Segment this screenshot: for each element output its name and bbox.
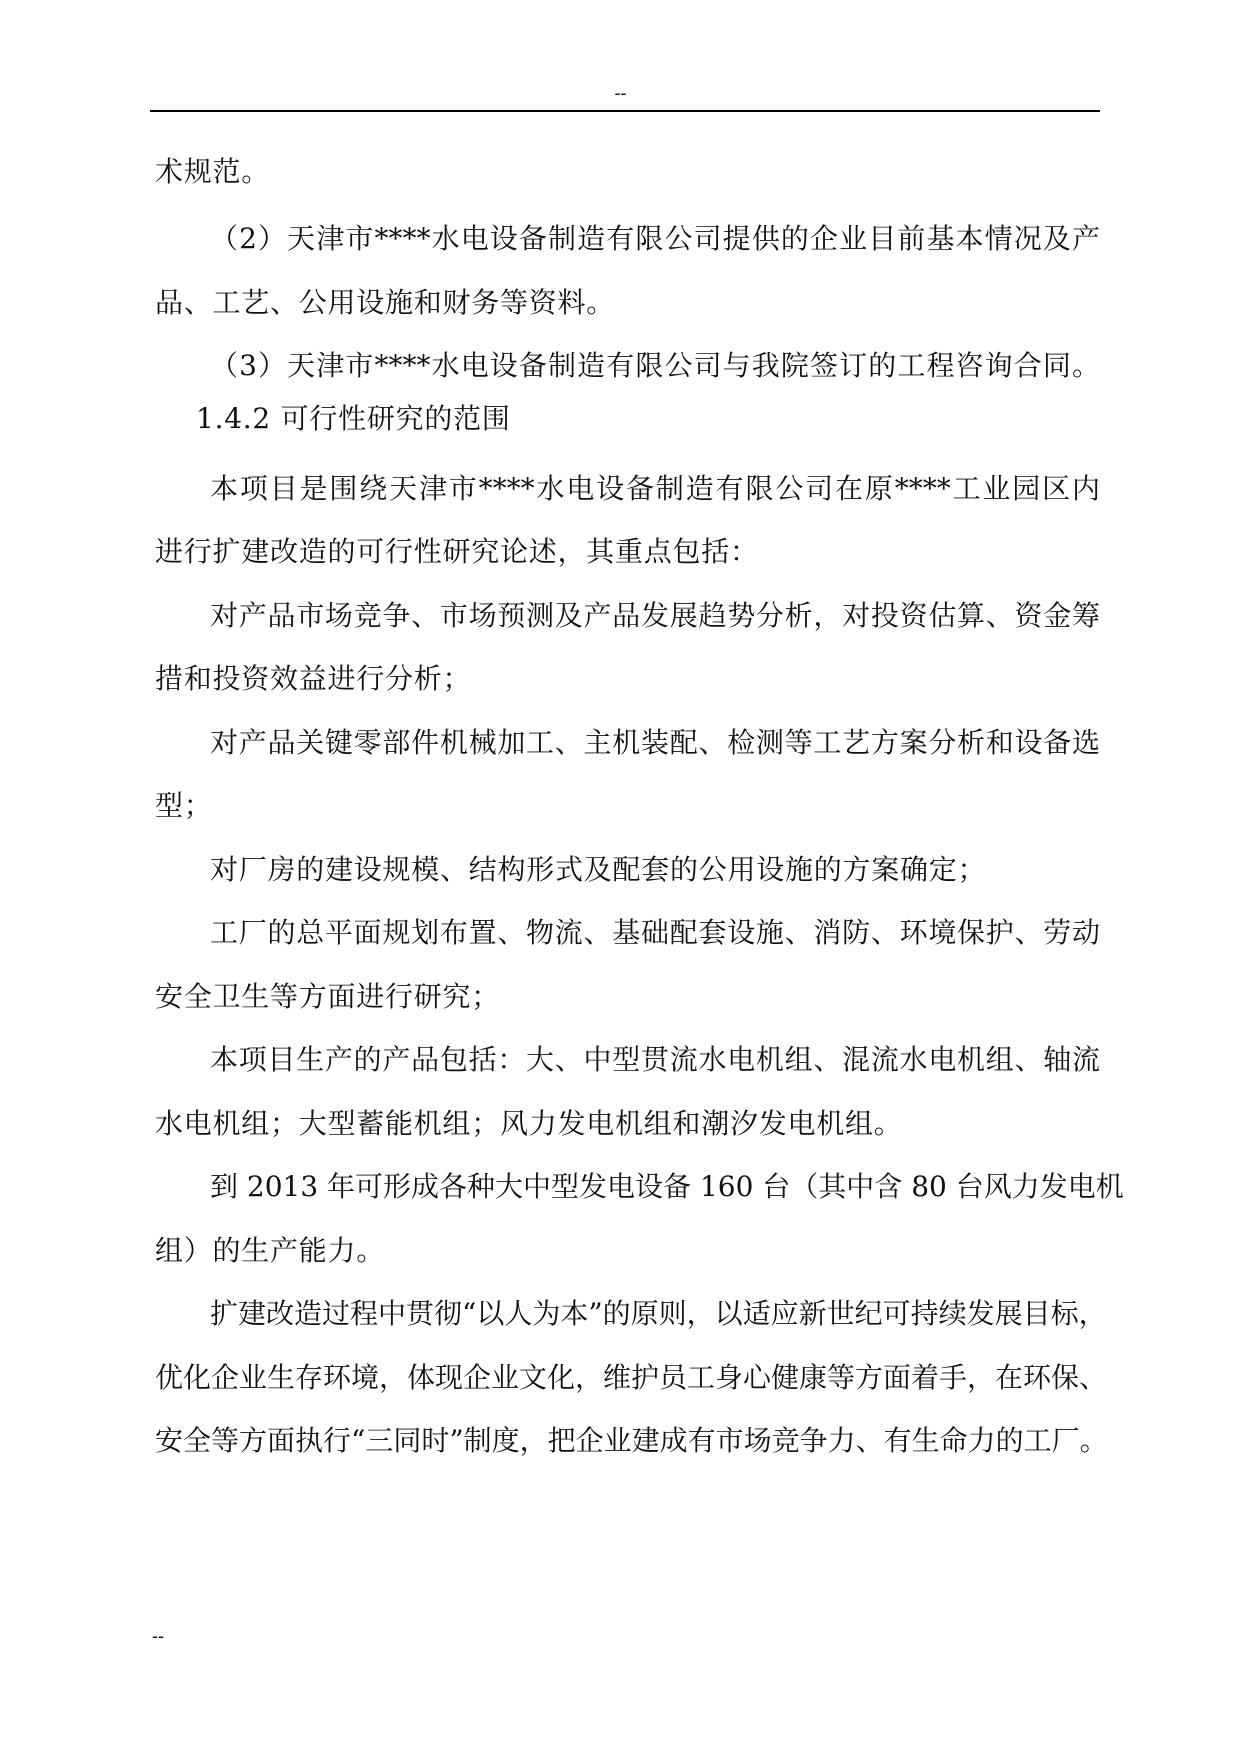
text-line: 到 2013 年可形成各种大中型发电设备 160 台（其中含 80 台风力发电机 (210, 1170, 1124, 1203)
text-line: 水电机组；大型蓄能机组；风力发电机组和潮汐发电机组。 (155, 1107, 903, 1140)
text-line: 型； (155, 789, 213, 822)
text-line: 本项目生产的产品包括：大、中型贯流水电机组、混流水电机组、轴流 (210, 1043, 1100, 1076)
text-line: 安全卫生等方面进行研究； (155, 980, 501, 1013)
text-line: 工厂的总平面规划布置、物流、基础配套设施、消防、环境保护、劳动 (210, 916, 1100, 949)
text-line: 品、工艺、公用设施和财务等资料。 (155, 286, 616, 319)
text-line: 优化企业生存环境，体现企业文化，维护员工身心健康等方面着手，在环保、 (155, 1361, 1108, 1394)
header-divider (150, 110, 1100, 112)
section-subheading: 1.4.2 可行性研究的范围 (196, 402, 511, 435)
text-line: （2）天津市****水电设备制造有限公司提供的企业目前基本情况及产 (210, 222, 1100, 255)
text-line: 对厂房的建设规模、结构形式及配套的公用设施的方案确定； (210, 853, 987, 886)
text-line: 对产品市场竞争、市场预测及产品发展趋势分析，对投资估算、资金筹 (210, 599, 1100, 632)
page-header-mark: -- (614, 83, 627, 103)
text-line: 安全等方面执行“三同时”制度，把企业建成有市场竞争力、有生命力的工厂。 (155, 1424, 1108, 1457)
text-line: 扩建改造过程中贯彻“以人为本”的原则，以适应新世纪可持续发展目标， (210, 1297, 1107, 1330)
text-line: 术规范。 (155, 155, 271, 188)
text-line: 进行扩建改造的可行性研究论述，其重点包括： (155, 535, 759, 568)
text-line: 本项目是围绕天津市****水电设备制造有限公司在原****工业园区内 (210, 472, 1100, 505)
text-line: （3）天津市****水电设备制造有限公司与我院签订的工程咨询合同。 (210, 349, 1100, 382)
page-footer-mark: -- (152, 1626, 164, 1646)
text-line: 对产品关键零部件机械加工、主机装配、检测等工艺方案分析和设备选 (210, 726, 1100, 759)
text-line: 组）的生产能力。 (155, 1234, 386, 1267)
text-line: 措和投资效益进行分析； (155, 662, 472, 695)
